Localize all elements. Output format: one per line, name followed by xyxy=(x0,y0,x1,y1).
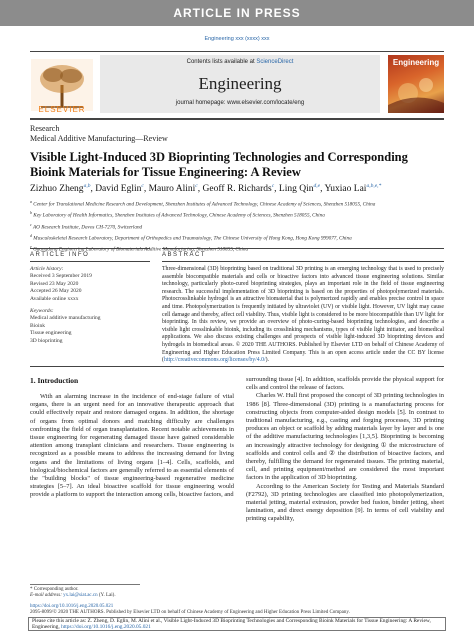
issn-line: 2095-8099/© 2020 THE AUTHORS. Published by Elsevier LTD on behalf of Chinese Academy of Engineering and Higher Education Press Limited Company. xyxy=(30,610,350,616)
email-line: E-mail address: yx.lai@siat.ac.cn (Y. Lai). xyxy=(30,593,116,599)
author-list: Zizhuo Zheng$^{a,b}$, David Eglin$^c$, Mauro Alini$^c$, Geoff R. Richards$^c$, Ling Qin$^{d,e}$, Yuxiao Lai$^{a,b,e,*}$ xyxy=(30,183,382,195)
journal-reference[interactable]: Engineering xxx (xxxx) xxx xyxy=(204,36,270,42)
author-name[interactable]: David Eglin xyxy=(95,184,142,195)
cover-artwork-icon xyxy=(388,55,444,113)
abstract-heading: ABSTRACT xyxy=(162,252,207,258)
citation-text: Please cite this article as: Z. Zheng, D. Eglin, M. Alini et al., Visible Light-Induced 3D Bioprinting Technologies and Corresponding Bioink Materials for Tissue Engineering: A Review, Engineering, xyxy=(32,618,431,631)
abstract-text: Three-dimensional (3D) bioprinting based on traditional 3D printing is an emerging technology that is used to precisely assemble biocompatible materials and cells or bioactive factors into advanced tissue engineering solutions. Similar technology, particularly photo-cured bioprinting strategies, plays an important role in the field of tissue engineering research. The successful implementation of 3D bioprinting is based on the properties of photopolymerized materials. Photocrosslinkable hydrogel is an attractive biomaterial that is polymerized rapidly and enables precise control in space and time. Photopolymerization is frequently initiated by ultraviolet (UV) or visible light. However, UV light may cause cell damage and thereby, affect cell viability. Thus, visible light is considered to be more biocompatible than UV light for bioprinting. In this review, we provide an overview of photo-curing-based bioprinting technologies, and describe a visible light crosslinkable bioink, including its crosslinking mechanisms, types of visible light initiator, and biomedical applications. We also discuss existing challenges and prospects of visible light-induced 3D bioprinting devices and hydrogels in biomedical areas. xyxy=(162,266,444,348)
cover-title: Engineering xyxy=(392,58,440,67)
author-affil-marker[interactable]: d,e xyxy=(313,183,321,189)
section-category: Research xyxy=(30,124,60,133)
affiliation-list xyxy=(30,198,450,255)
abstract-copyright: © 2020 THE AUTHORS. Published by Elsevier LTD on behalf of Chinese Academy of Engineering and Higher Education Press Limited Company. This is an open access article under the CC BY license ( xyxy=(162,341,445,364)
author-email-link[interactable]: yx.lai@siat.ac.cn xyxy=(63,593,98,599)
keywords-label: Keywords: xyxy=(30,308,54,315)
online-date: Available online xxxx xyxy=(30,295,79,302)
article-info-block xyxy=(30,266,150,345)
elsevier-tree-logo-icon xyxy=(31,59,93,111)
contents-prefix: Contents lists available at xyxy=(186,59,255,65)
affiliation-item: $^b$ Key Laboratory of Health Informatics, Shenzhen Institutes of Advanced Technology, Chinese Academy of Sciences, Shenzhen 518055, China xyxy=(30,210,325,220)
sciencedirect-link[interactable]: ScienceDirect xyxy=(256,59,294,65)
article-info-rule xyxy=(30,261,150,262)
affiliation-item: $^c$ AO Research Institute, Davos CH-7270, Switzerland xyxy=(30,221,143,231)
abstract-top-rule xyxy=(162,248,444,249)
abstract-bottom-rule xyxy=(30,366,444,367)
article-in-press-banner: ARTICLE IN PRESS xyxy=(0,0,474,26)
keyword-item: Bioink xyxy=(30,322,45,329)
journal-name: Engineering xyxy=(198,74,282,93)
journal-homepage-link[interactable]: journal homepage: www.elsevier.com/locate/eng xyxy=(175,100,305,106)
article-info-top-rule xyxy=(30,248,150,249)
author-name[interactable]: Yuxiao Lai xyxy=(324,184,367,195)
article-info-heading: ARTICLE INFO xyxy=(30,252,90,258)
author-affil-marker[interactable]: c xyxy=(141,183,144,189)
keyword-item: 3D bioprinting xyxy=(30,337,63,344)
author-name[interactable]: Geoff R. Richards xyxy=(202,184,272,195)
footnote-rule xyxy=(30,584,140,585)
author-name[interactable]: Mauro Alini xyxy=(148,184,196,195)
history-label: Article history: xyxy=(30,266,64,272)
journal-cover-thumbnail xyxy=(388,55,444,113)
author-affil-marker[interactable]: a,b xyxy=(83,183,91,189)
intro-paragraph: Charles W. Hull first proposed the concept of 3D printing technologies in 1986 [8]. Three-dimensional (3D) printing is a manufacturing process for constructing objects from computer-aided design models [5]. In contrast to traditional manufacturing, e.g., casting and forging processes, 3D printing produces an object or scaffold by adding materials layer by layer and is one of the additive manufacturing technologies [1,3,5]. Bioprinting is becoming an increasingly attractive technology for designing ① the microstructure of scaffolds and control cells and ② the distribution of bioactive factors, and thereby, fulfilling the demand for regenerated tissues. The printing material, cell, and printing equipment/method are considered the most important factors in the application of 3D bioprinting. xyxy=(246,392,444,482)
introduction-left-column: With an alarming increase in the incidence of end-stage failure of vital organs, there is an urgent need for an innovative therapeutic approach that could effectively repair and restore damaged organs. In addition, the shortage of organs from optimal donors and matching difficulty are challenges confronting the field of organ transplantation. Recent notable achievements in tissue engineering for regenerating damaged tissue have gained considerable attention among transplant clinicians and researchers. Tissue engineering is recognized as a possible means to address the increasing demand for living organs and the limitations of living organs [1–4]. Cells, scaffolds, and biological/biochemical factors are generally referred to as essential elements of the "building blocks" of tissue engineering-based regenerative medicine strategies [5–7]. An ideal bioactive scaffold for tissue engineering would provide a platform to support the interaction among cells, bioactive factors, and xyxy=(30,393,234,499)
intro-paragraph: According to the American Society for Testing and Materials Standard (F2792), 3D printing technologies are classified into photopolymerization, material jetting, material extrusion, powder bed fusion, binder jetting, sheet lamination, and direct energy deposition [9]. In terms of cell viability and printing capability, xyxy=(246,482,444,523)
publication-metadata xyxy=(30,604,444,617)
doi-link[interactable]: https://doi.org/10.1016/j.eng.2020.05.021 xyxy=(30,604,114,609)
revised-date: Revised 23 May 2020 xyxy=(30,280,79,287)
keyword-item: Medical additive manufacturing xyxy=(30,315,101,322)
header-bottom-rule xyxy=(30,118,444,120)
author-affil-marker[interactable]: a,b,e,* xyxy=(366,183,382,189)
affiliation-item: $^a$ Center for Translational Medicine Research and Development, Shenzhen Institutes of Advanced Technology, Chinese Academy of Sciences, Shenzhen 518055, China xyxy=(30,199,376,208)
abstract-body: Three-dimensional (3D) bioprinting based on traditional 3D printing is an emerging technology that is used to precisely assemble biocompatible materials and cells or bioactive factors into advanced tissue engineering solutions. Similar technology, particularly photo-cured bioprinting strategies, plays an important role in the field of tissue engineering research. The successful implementation of 3D bioprinting is based on the properties of photopolymerized materials. Photocrosslinkable hydrogel is an attractive biomaterial that is polymerized rapidly and enables precise control in space and time. Photopolymerization is frequently initiated by ultraviolet (UV) or visible light. However, UV light may cause cell damage and thereby, affect cell viability. Thus, visible light is considered to be more biocompatible than UV light for bioprinting. In this review, we provide an overview of photo-curing-based bioprinting technologies, and describe a visible light crosslinkable bioink, including its crosslinking mechanisms, types of visible light initiator, and biomedical applications. We also discuss existing challenges and prospects of visible light-induced 3D bioprinting devices and hydrogels in biomedical areas. © 2020 THE AUTHORS. Published by Elsevier LTD on behalf of Chinese Academy of Engineering and Higher Education Press Limited Company. This is an open access article under the CC BY license (http://creativecommons.org/licenses/by/4.0/). xyxy=(162,266,445,364)
keyword-item: Tissue engineering xyxy=(30,330,72,337)
section-label xyxy=(30,124,168,144)
header-top-rule xyxy=(30,51,444,52)
corresponding-label: * Corresponding author. xyxy=(30,587,79,592)
publisher-wordmark: ELSEVIER xyxy=(38,105,86,114)
citation-box xyxy=(28,617,446,631)
affiliation-item: $^d$ Musculoskeletal Research Laboratory, Department of Orthopedics and Traumatology, The Chinese University of Hong Kong, Hong Kong 999077, China xyxy=(30,232,352,242)
author-name[interactable]: Zizhuo Zheng xyxy=(30,184,84,195)
license-link[interactable]: http://creativecommons.org/licenses/by/4.0/ xyxy=(163,357,266,364)
author-affil-marker[interactable]: c xyxy=(195,183,198,189)
abstract-rule xyxy=(162,261,444,262)
article-title: Visible Light-Induced 3D Bioprinting Technologies and Corresponding Bioink Materials for Tissue Engineering: A Review xyxy=(30,150,408,179)
accepted-date: Accepted 26 May 2020 xyxy=(30,288,82,295)
introduction-right-column xyxy=(246,376,444,524)
citation-doi-link[interactable]: https://doi.org/10.1016/j.eng.2020.05.021 xyxy=(61,624,151,631)
affiliation-item: $^e$ Guangdong Engineering Laboratory of Biomaterials Additive Manufacturing, Shenzhen 518055, China xyxy=(30,244,249,254)
intro-paragraph: surrounding tissue [4]. In addition, scaffolds provide the physical support for cells and control the release of factors. xyxy=(246,376,444,392)
contents-available-line xyxy=(100,59,380,65)
author-name[interactable]: Ling Qin xyxy=(278,184,314,195)
received-date: Received 3 September 2019 xyxy=(30,273,92,280)
introduction-heading: 1. Introduction xyxy=(30,376,79,385)
section-subcategory: Medical Additive Manufacturing—Review xyxy=(30,134,168,143)
corresponding-author-footnote xyxy=(30,587,116,600)
author-affil-marker[interactable]: c xyxy=(271,183,275,189)
